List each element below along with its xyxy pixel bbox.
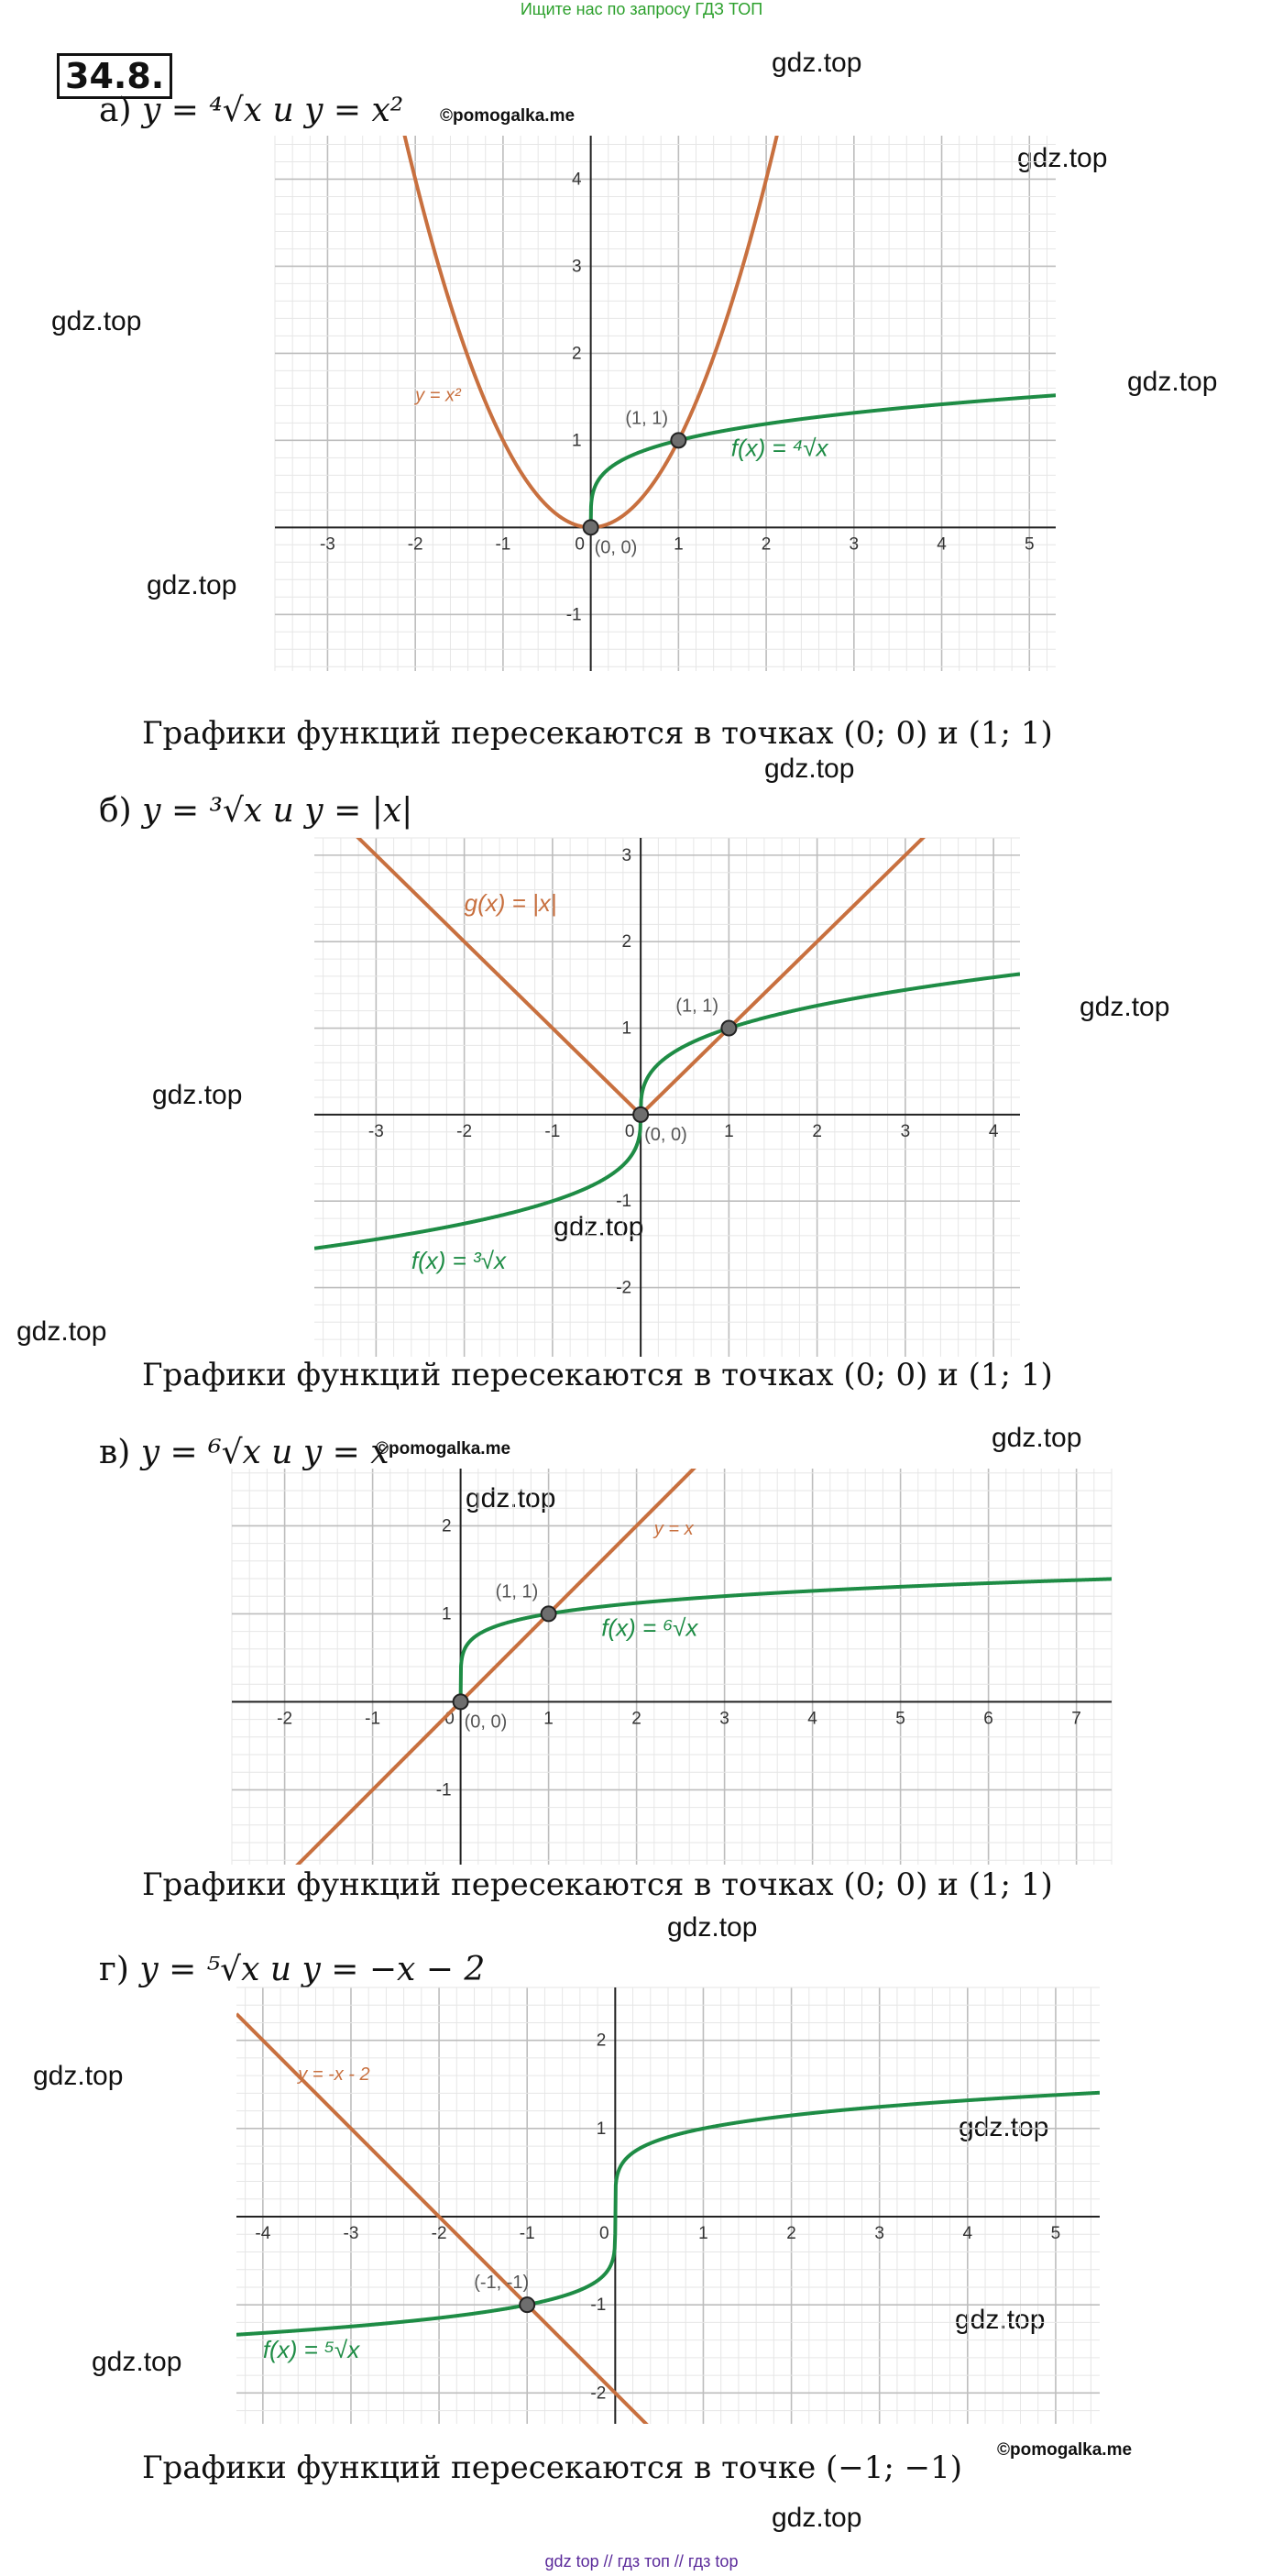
top-banner: Ищите нас по запросу ГДЗ ТОП	[520, 0, 763, 18]
x-tick-label: 5	[1024, 534, 1035, 555]
x-tick-label: 2	[631, 1709, 642, 1729]
y-tick-label: -1	[590, 2295, 607, 2316]
x-tick-label: -1	[495, 534, 511, 555]
y-tick-label: -1	[616, 1192, 632, 1212]
part-a-conclusion: Графики функций пересекаются в точках (0; 0) и (1; 1)	[142, 715, 1053, 752]
y-tick-label: 3	[621, 845, 632, 865]
y-tick-label: -2	[590, 2383, 607, 2404]
part-a-title	[99, 92, 403, 129]
watermark: gdz.top	[667, 1912, 758, 1943]
watermark: gdz.top	[51, 306, 142, 336]
part-d-conclusion: Графики функций пересекаются в точке (−1; −1)	[142, 2449, 963, 2486]
x-tick-label: -1	[519, 2224, 535, 2244]
part-c-conclusion: Графики функций пересекаются в точках (0; 0) и (1; 1)	[142, 1866, 1053, 1903]
x-tick-label: 0	[599, 2224, 609, 2244]
part-d-formula: y = ⁵√x и y = −x − 2	[139, 1951, 486, 1988]
intersection-point	[633, 1107, 648, 1122]
grid	[236, 1987, 1100, 2424]
watermark: gdz.top	[992, 1423, 1082, 1453]
x-tick-label: 4	[962, 2224, 973, 2244]
x-tick-label: 1	[724, 1121, 734, 1141]
y-tick-label: 1	[596, 2119, 607, 2139]
x-tick-label: -2	[431, 2224, 447, 2244]
chart-part-b	[314, 838, 1020, 1357]
series-label: g(x) = |x|	[464, 889, 557, 918]
series-label: y = x	[653, 1519, 694, 1539]
y-tick-label: -2	[616, 1278, 632, 1298]
x-tick-label: 2	[786, 2224, 796, 2244]
copyright-label: ©pomogalka.me	[376, 1439, 511, 1459]
x-tick-label: 4	[988, 1121, 999, 1141]
series-label: f(x) = ⁵√x	[262, 2335, 360, 2363]
x-tick-label: 1	[674, 534, 684, 555]
y-tick-label: -1	[435, 1780, 452, 1800]
watermark: gdz.top	[955, 2305, 1046, 2335]
grid	[314, 838, 1020, 1357]
x-tick-label: -3	[367, 1121, 384, 1141]
watermark: gdz.top	[152, 1080, 243, 1110]
x-tick-label: 2	[812, 1121, 822, 1141]
intersection-point	[721, 1021, 736, 1036]
intersection-point	[671, 433, 685, 447]
watermark: gdz.top	[764, 754, 855, 784]
x-tick-label: 4	[937, 534, 947, 555]
y-tick-label: 1	[621, 1018, 632, 1039]
watermark: gdz.top	[772, 48, 862, 78]
x-tick-label: 3	[849, 534, 860, 555]
x-tick-label: 0	[575, 534, 585, 555]
watermark: gdz.top	[92, 2347, 182, 2377]
problem-number: 34.8.	[57, 53, 172, 99]
watermark: gdz.top	[1127, 367, 1218, 397]
watermark: gdz.top	[147, 570, 237, 600]
x-tick-label: 4	[807, 1709, 817, 1729]
series-label: f(x) = ⁶√x	[601, 1613, 698, 1642]
part-d-title	[99, 1951, 485, 1988]
series-line	[275, 0, 1056, 527]
series-line	[461, 1579, 1112, 1701]
series-label: f(x) = ³√x	[411, 1246, 506, 1274]
part-b-letter: б)	[99, 792, 132, 830]
footer-links: gdz top // гдз топ // гдз top	[544, 2552, 739, 2570]
x-tick-label: 3	[719, 1709, 729, 1729]
series-label: y = -x - 2	[298, 2064, 370, 2085]
point-label: (0, 0)	[644, 1124, 687, 1145]
y-tick-label: 2	[621, 932, 632, 952]
x-tick-label: 5	[895, 1709, 905, 1729]
y-tick-label: 1	[572, 431, 582, 451]
part-a-formula: y = ⁴√x и y = x²	[141, 92, 404, 129]
copyright-label: ©pomogalka.me	[440, 106, 576, 126]
x-tick-label: -3	[343, 2224, 359, 2244]
y-tick-label: 3	[572, 257, 582, 277]
x-tick-label: -1	[544, 1121, 561, 1141]
copyright-label: ©pomogalka.me	[997, 2440, 1133, 2460]
part-b-formula: y = ³√x и y = |x|	[142, 792, 413, 830]
x-tick-label: -4	[255, 2224, 271, 2244]
watermark: gdz.top	[1017, 143, 1108, 173]
x-tick-label: -1	[365, 1709, 381, 1729]
watermark: gdz.top	[1080, 992, 1170, 1022]
y-tick-label: 1	[442, 1604, 452, 1624]
x-tick-label: 3	[900, 1121, 911, 1141]
part-d-letter: г)	[99, 1951, 129, 1988]
watermark: gdz.top	[554, 1212, 644, 1242]
x-tick-label: 3	[874, 2224, 884, 2244]
part-a-letter: а)	[99, 92, 132, 129]
x-tick-label: 5	[1050, 2224, 1061, 2244]
chart-part-a	[275, 136, 1056, 671]
watermark: gdz.top	[959, 2112, 1049, 2142]
point-label: (1, 1)	[625, 408, 669, 429]
intersection-point	[454, 1694, 468, 1709]
chart-part-c	[232, 1469, 1112, 1865]
x-tick-label: -2	[407, 534, 423, 555]
x-tick-label: 6	[983, 1709, 993, 1729]
intersection-point	[520, 2297, 534, 2312]
y-tick-label: 2	[442, 1516, 452, 1536]
part-c-letter: в)	[99, 1434, 131, 1471]
y-tick-label: 4	[572, 170, 582, 190]
part-b-conclusion: Графики функций пересекаются в точках (0; 0) и (1; 1)	[142, 1357, 1053, 1393]
part-c-formula: y = ⁶√x и y = x	[140, 1434, 389, 1471]
point-label: (0, 0)	[594, 537, 638, 558]
x-tick-label: 0	[444, 1709, 455, 1729]
x-tick-label: 1	[698, 2224, 708, 2244]
part-b-title	[99, 792, 412, 830]
y-tick-label: -1	[565, 605, 582, 625]
series-label: f(x) = ⁴√x	[730, 434, 828, 462]
point-label: (0, 0)	[464, 1712, 508, 1733]
x-tick-label: 7	[1071, 1709, 1081, 1729]
y-tick-label: 2	[572, 344, 582, 364]
part-c-title	[99, 1434, 389, 1471]
watermark: gdz.top	[16, 1316, 107, 1347]
x-tick-label: 0	[624, 1121, 635, 1141]
x-tick-label: -2	[456, 1121, 473, 1141]
intersection-point	[584, 520, 598, 534]
point-label: (1, 1)	[675, 996, 719, 1017]
watermark: gdz.top	[772, 2503, 862, 2533]
x-tick-label: 1	[543, 1709, 554, 1729]
x-tick-label: 2	[761, 534, 772, 555]
watermark: gdz.top	[466, 1483, 556, 1514]
x-tick-label: -2	[277, 1709, 293, 1729]
point-label: (1, 1)	[495, 1581, 539, 1602]
series-label: y = x²	[415, 385, 461, 406]
y-tick-label: 2	[596, 2031, 607, 2051]
point-label: (-1, -1)	[474, 2273, 530, 2294]
chart-part-d	[236, 1987, 1100, 2424]
series-line	[314, 974, 1020, 1248]
x-tick-label: -3	[319, 534, 335, 555]
watermark: gdz.top	[33, 2061, 124, 2091]
intersection-point	[542, 1606, 556, 1621]
